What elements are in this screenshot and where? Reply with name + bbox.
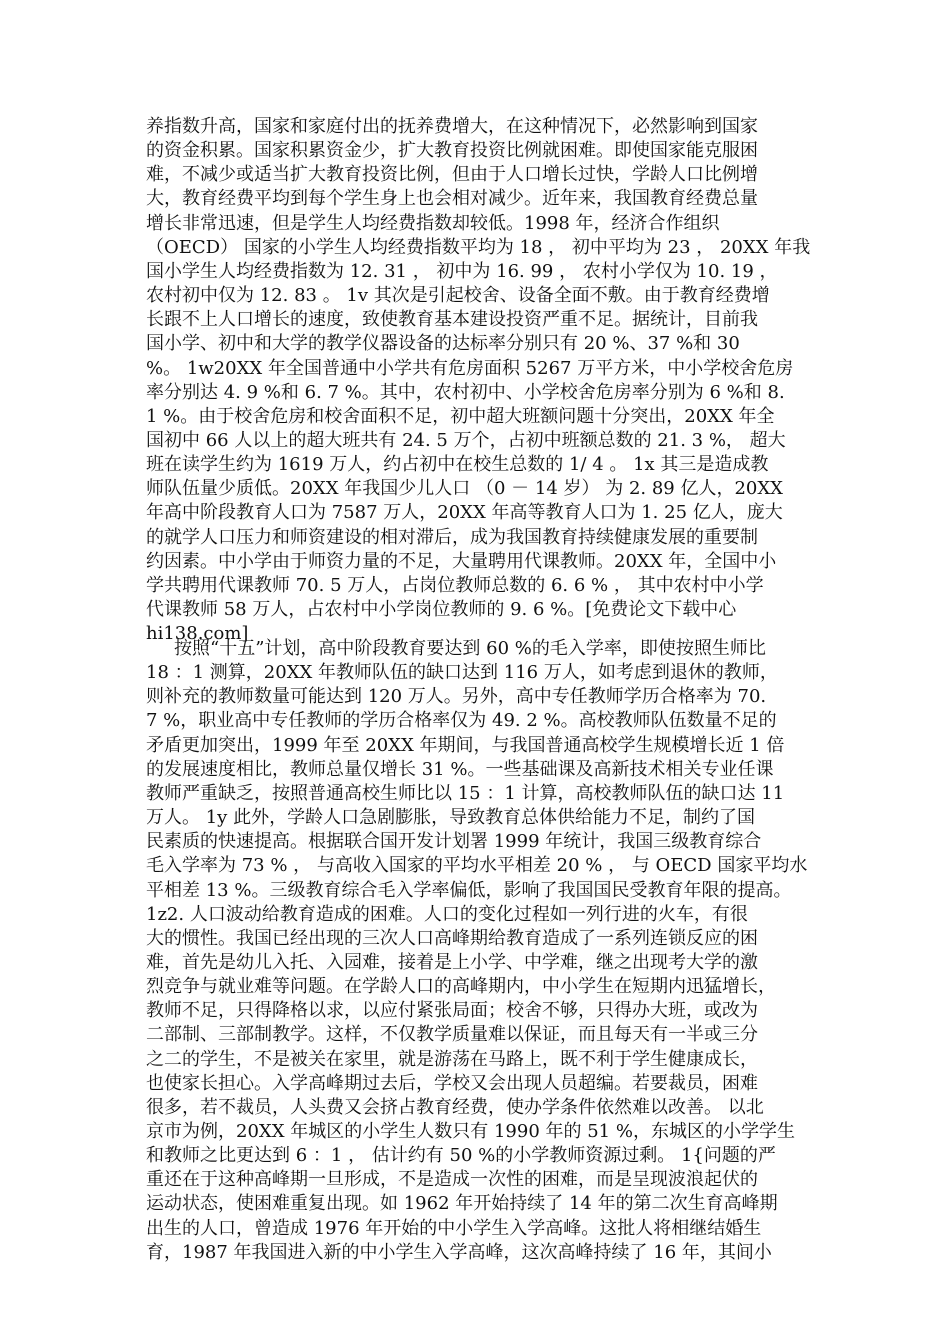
text-line: 出生的人口，曾造成 1976 年开始的中小学生入学高峰。这批人将相继结婚生 [146,1217,762,1239]
text-line: 班在读学生约为 1619 万人，约占初中在校生总数的 1/ 4 。 1x 其三是造成教 [146,454,769,476]
text-line: 年高中阶段教育人口为 7587 万人，20XX 年高等教育人口为 1. 25 亿人，庞大 [146,502,783,524]
text-line: 的资金积累。国家积累资金少，扩大教育投资比例就困难。即使国家能克服困 [146,140,758,162]
text-line: 大的惯性。我国已经出现的三次人口高峰期给教育造成了一系列连锁反应的困 [146,927,758,949]
text-line: 教师不足，只得降格以求，以应付紧张局面；校舍不够，只得办大班，或改为 [146,1000,758,1022]
text-line: 很多，若不裁员，人头费又会挤占教育经费，使办学条件依然难以改善。 以北 [146,1096,764,1118]
text-line: hi138.com] [146,623,249,645]
text-line: 矛盾更加突出，1999 年至 20XX 年期间，与我国普通高校学生规模增长近 1 倍 [146,734,785,756]
text-line: 代课教师 58 万人，占农村中小学岗位教师的 9. 6 %。[免费论文下载中心 [146,599,737,620]
text-line: （OECD） 国家的小学生人均经费指数平均为 18 ， 初中平均为 23 ， 20XX 年我 [146,236,811,258]
text-line: 的就学人口压力和师资建设的相对滞后，成为我国教育持续健康发展的重要制 [146,526,758,548]
text-line: 师队伍量少质低。20XX 年我国少儿人口 （0 － 14 岁） 为 2. 89 亿人，20XX [146,478,783,500]
text-line: 约因素。中小学由于师资力量的不足，大量聘用代课教师。20XX 年，全国中小 [146,550,777,572]
text-line: 7 %，职业高中专任教师的学历合格率仅为 49. 2 %。高校教师队伍数量不足的 [146,710,777,732]
text-line: 之二的学生，不是被关在家里，就是游荡在马路上，既不利于学生健康成长， [146,1048,758,1070]
text-line: 大，教育经费平均到每个学生身上也会相对减少。近年来，我国教育经费总量 [146,188,758,210]
text-line: 1z2. 人口波动给教育造成的困难。人口的变化过程如一列行进的火车，有很 [146,903,748,925]
text-line: 也使家长担心。入学高峰期过去后，学校又会出现人员超编。若要裁员，困难 [146,1072,758,1094]
text-line: 按照“十五”计划，高中阶段教育要达到 60 %的毛入学率，即使按照生师比 [174,638,766,659]
text-line: 增长非常迅速，但是学生人均经费指数却较低。1998 年，经济合作组织 [146,212,720,234]
text-line: 民素质的快速提高。根据联合国开发计划署 1999 年统计，我国三级教育综合 [146,831,762,853]
text-line: 和教师之比更达到 6 ：1 ， 估计约有 50 %的小学教师资源过剩。 1{问题的严 [146,1145,776,1167]
text-line: 学共聘用代课教师 70. 5 万人，占岗位教师总数的 6. 6 % ， 其中农村中小学 [146,574,764,596]
text-line: 难，首先是幼儿入托、入园难，接着是上小学、中学难，继之出现考大学的激 [146,951,758,973]
text-line: 烈竞争与就业难等问题。在学龄人口的高峰期内，中小学生在短期内迅猛增长， [146,976,776,998]
text-line: 国小学、初中和大学的教学仪器设备的达标率分别只有 20 %、37 %和 30 [146,333,740,355]
text-line: 教师严重缺乏，按照普通高校生师比以 15 ：1 计算，高校教师队伍的缺口达 11 [146,782,785,804]
text-line: 重还在于这种高峰期一旦形成，不是造成一次性的困难，而是呈现波浪起伏的 [146,1169,758,1191]
text-line: 难，不减少或适当扩大教育投资比例，但由于人口增长过快，学龄人口比例增 [146,164,758,186]
text-line: 1 %。由于校舍危房和校舍面积不足，初中超大班额问题十分突出，20XX 年全 [146,405,775,427]
text-line: 则补充的教师数量可能达到 120 万人。另外，高中专任教师学历合格率为 70. [146,686,767,708]
text-line: 毛入学率为 73 % ， 与高收入国家的平均水平相差 20 % ， 与 OECD 国家平均水 [146,855,808,877]
text-line: 率分别达 4. 9 %和 6. 7 %。其中，农村初中、小学校舍危房率分别为 6 %和 8. [146,381,785,403]
text-line: 国初中 66 人以上的超大班共有 24. 5 万个，占初中班额总数的 21. 3 %， 超大 [146,429,786,451]
text-line: 二部制、三部制教学。这样，不仅教学质量难以保证，而且每天有一半或三分 [146,1024,758,1046]
text-line: 长跟不上人口增长的速度，致使教育基本建设投资严重不足。据统计，目前我 [146,309,758,331]
text-line: 京市为例，20XX 年城区的小学生人数只有 1990 年的 51 %，东城区的小学学生 [146,1121,795,1142]
text-line: 育，1987 年我国进入新的中小学生入学高峰，这次高峰持续了 16 年，其间小 [146,1241,772,1263]
text-line: 万人。 1y 此外，学龄人口急剧膨胀，导致教育总体供给能力不足，制约了国 [146,807,756,829]
text-line: 平相差 13 %。三级教育综合毛入学率偏低，影响了我国国民受教育年限的提高。 [146,879,792,901]
text-line: 国小学生人均经费指数为 12. 31 ， 初中为 16. 99 ， 农村小学仅为 10. 19 ， [146,260,778,282]
text-line: 的发展速度相比，教师总量仅增长 31 %。一些基础课及高新技术相关专业任课 [146,758,774,780]
text-line: 运动状态，使困难重复出现。如 1962 年开始持续了 14 年的第二次生育高峰期 [146,1193,778,1215]
text-line: %。 1w20XX 年全国普通中小学共有危房面积 5267 万平方米，中小学校舍危房 [146,357,794,379]
text-line: 农村初中仅为 12. 83 。 1v 其次是引起校舍、设备全面不敷。由于教育经费增 [146,285,770,307]
text-line: 18 ：1 测算，20XX 年教师队伍的缺口达到 116 万人，如考虑到退休的教师， [146,662,778,684]
text-line: 养指数升高，国家和家庭付出的抚养费增大，在这种情况下，必然影响到国家 [146,116,758,137]
